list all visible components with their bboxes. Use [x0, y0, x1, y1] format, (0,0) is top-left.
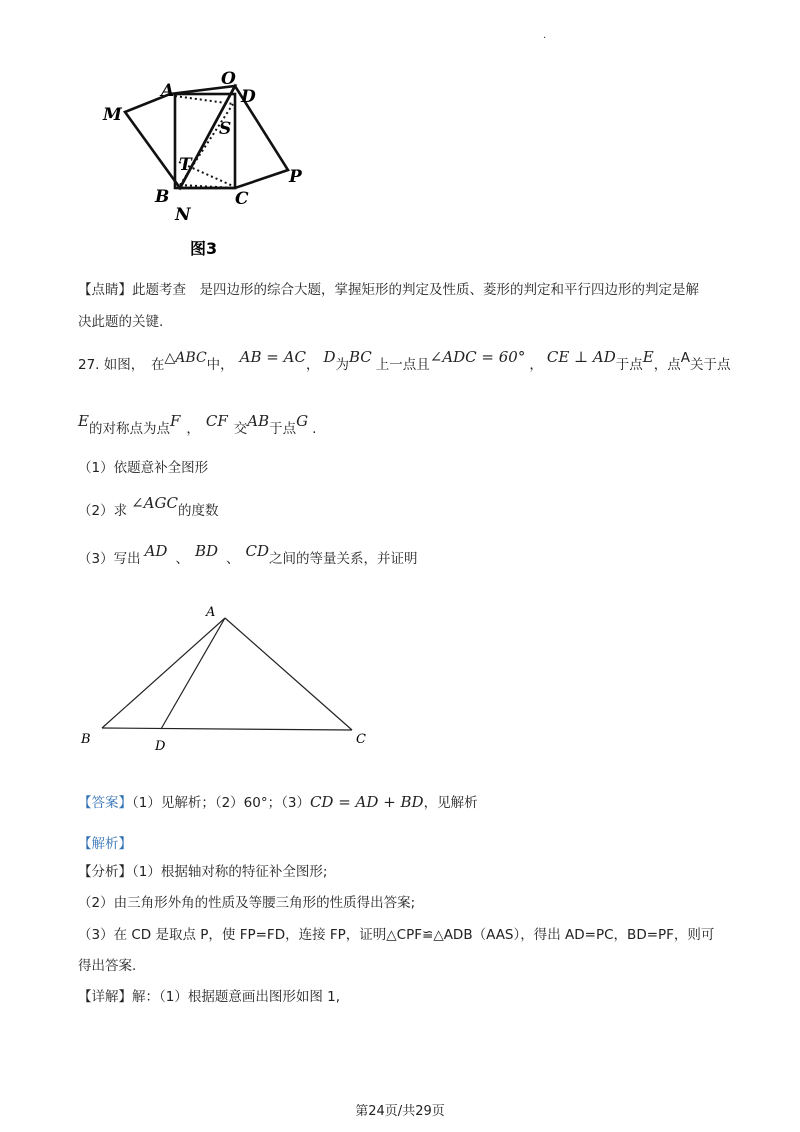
- analysis-line-1: [78, 862, 327, 882]
- math-cf: CF: [205, 412, 228, 430]
- label-T: T: [179, 155, 192, 175]
- q2-suffix: 的度数: [177, 503, 219, 519]
- label-C: C: [235, 189, 249, 209]
- figure-triangle-abc: [75, 598, 385, 758]
- text-about-point: 关于点: [690, 357, 731, 373]
- math-e: E: [642, 348, 654, 366]
- comment-line-1: [78, 280, 699, 300]
- segment-AB: [102, 618, 225, 728]
- q3-suffix: 之间的等量关系，并证明: [269, 551, 418, 567]
- math-bd: BD: [194, 542, 219, 560]
- comment-line-2: 决此题的关键.: [78, 314, 164, 330]
- fenxi-tag: 【分析】: [78, 864, 132, 880]
- math-angle-adc: ∠ADC = 60°: [429, 348, 526, 366]
- label-B: B: [155, 187, 170, 207]
- question-3: [78, 542, 418, 569]
- detail-tag: 【详解】: [78, 989, 132, 1005]
- tri-label-D: D: [155, 739, 166, 754]
- detail-line: [78, 987, 340, 1007]
- math-cd: CD: [245, 542, 270, 560]
- math-d: D: [323, 348, 336, 366]
- math-triangle-abc: △ABC: [164, 350, 207, 366]
- math-angle-agc: ∠AGC: [131, 494, 178, 512]
- label-N: N: [175, 205, 191, 225]
- tri-label-C: C: [356, 732, 366, 747]
- period: .: [312, 421, 317, 437]
- label-D: D: [241, 87, 256, 107]
- text-symmetric: 的对称点为点: [88, 421, 170, 437]
- segment-AD: [161, 618, 225, 729]
- corner-mark: .: [543, 30, 547, 41]
- text-point-and: 上一点且: [375, 357, 430, 373]
- label-S: S: [219, 119, 232, 139]
- math-cd-eq-ad-plus-bd: CD = AD + BD: [309, 793, 424, 811]
- segment-AC: [225, 618, 352, 730]
- math-e-2: E: [78, 412, 89, 430]
- problem-number: 27. 如图， 在: [78, 357, 165, 373]
- question-1: （1）依题意补全图形: [78, 460, 209, 476]
- text-point: ，点: [653, 357, 681, 373]
- fenxi-text-1: （1）根据轴对称的特征补全图形;: [132, 864, 328, 880]
- analysis-line-4: 得出答案.: [78, 958, 137, 974]
- figure-3: [95, 62, 315, 262]
- label-M: M: [103, 105, 122, 125]
- problem-27-line-1: [78, 348, 731, 375]
- q3-prefix: （3）写出: [78, 551, 141, 567]
- math-f: F: [169, 412, 181, 430]
- math-g: G: [296, 412, 309, 430]
- math-ab-eq-ac: AB = AC: [239, 348, 306, 366]
- text-in: 中，: [206, 357, 234, 373]
- tri-label-A: A: [206, 605, 216, 620]
- math-bc: BC: [348, 348, 372, 366]
- dotted-AS: [175, 96, 233, 104]
- label-P: P: [289, 167, 302, 187]
- figure-3-caption: 图3: [190, 239, 218, 258]
- text-at-point-2: 于点: [269, 421, 297, 437]
- comma: ，: [305, 357, 320, 373]
- text-is: 为: [335, 357, 349, 373]
- problem-27-line-2: [78, 412, 317, 439]
- answer-text: （1）见解析；（2）60°；（3）: [132, 795, 310, 811]
- question-2: [78, 494, 219, 521]
- answer-tag: 【答案】: [78, 795, 132, 811]
- tri-label-B: B: [81, 732, 91, 747]
- label-A: A: [161, 81, 175, 101]
- math-ab: AB: [247, 412, 270, 430]
- page-footer: 第24页/共29页: [355, 1104, 445, 1119]
- label-O: O: [221, 69, 236, 89]
- analysis-line-3: （3）在 CD 是取点 P，使 FP=FD，连接 FP，证明△CPF≌△ADB（AAS），得出 AD=PC，BD=PF，则可: [78, 927, 715, 943]
- math-a: A: [680, 350, 690, 366]
- comment-text-1: 此题考查 是四边形的综合大题，掌握矩形的判定及性质、菱形的判定和平行四边形的判定是解: [132, 282, 699, 298]
- answer-text-2: ，见解析: [423, 795, 478, 811]
- text-intersect: 交: [233, 421, 248, 437]
- comment-tag: 【点睛】: [78, 282, 132, 298]
- answer-line: [78, 792, 478, 813]
- comma-3: ，: [186, 421, 200, 437]
- analysis-line-2: （2）由三角形外角的性质及等腰三角形的性质得出答案;: [78, 895, 416, 911]
- math-ad: AD: [144, 542, 168, 560]
- segment-BC: [102, 728, 352, 730]
- analysis-tag: 【解析】: [78, 836, 132, 852]
- q2-prefix: （2）求: [78, 503, 128, 519]
- math-ce-perp-ad: CE ⊥ AD: [546, 348, 616, 366]
- sep-2: 、: [226, 551, 240, 567]
- comma-2: ，: [529, 357, 543, 373]
- sep-1: 、: [175, 551, 189, 567]
- detail-text: 解：（1）根据题意画出图形如图 1,: [132, 989, 341, 1005]
- text-at-point: 于点: [615, 357, 643, 373]
